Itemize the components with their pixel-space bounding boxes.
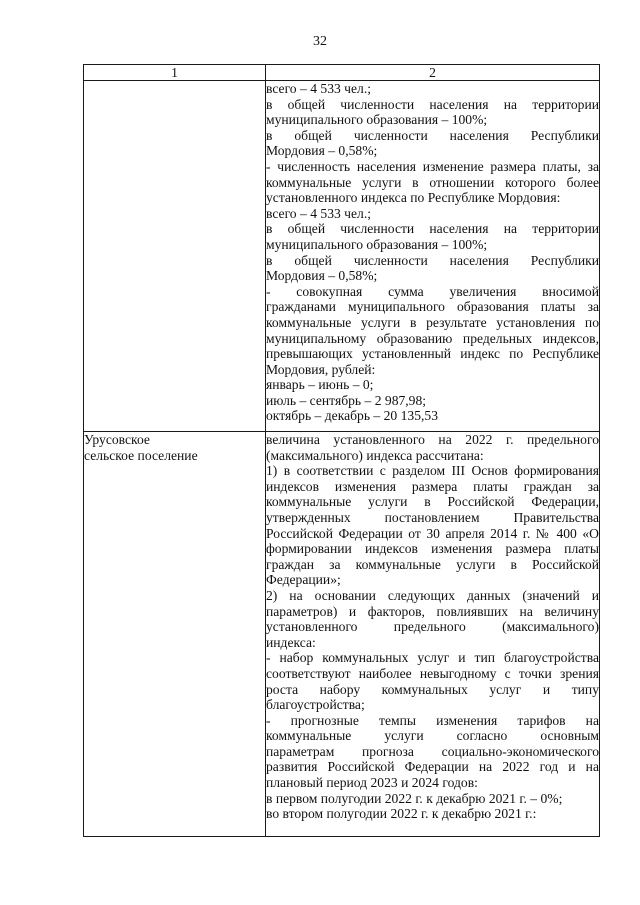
table-row — [84, 432, 600, 837]
text-line: коммунальные услуги в Российской Федерации, — [266, 494, 599, 510]
text-line: превышающих установленный индекс по Республике — [266, 346, 599, 362]
text-line: роста набору коммунальных услуг и типу — [266, 681, 599, 697]
text-line: в первом полугодии 2022 г. к декабрю 2021 г. – 0%; — [266, 790, 563, 806]
text-line: индексов изменения размера платы граждан за — [266, 478, 599, 494]
text-line: Мордовия, рублей: — [266, 361, 376, 377]
text-line: коммунальные услуги в отношении которого более — [266, 174, 599, 190]
page-number: 32 — [313, 34, 327, 49]
text-line: индекса: — [266, 634, 316, 650]
text-line: январь – июнь – 0; — [266, 377, 374, 393]
text-line: величина установленного на 2022 г. предельного — [266, 432, 599, 447]
text-line: утвержденных постановлением Правительства — [266, 509, 599, 525]
text-line: соответствуют наиболее невыгодному с точки зрения — [266, 665, 599, 681]
text-line: формировании индексов изменения размера платы — [266, 541, 599, 557]
description-cell — [266, 81, 600, 432]
column-header-1: 1 — [84, 65, 266, 81]
text-line: установленного индекса по Республике Мордовия: — [266, 190, 561, 206]
text-line: в общей численности населения Республики — [266, 252, 599, 268]
text-line: параметрам прогноза социально-экономического — [266, 743, 599, 759]
text-line: плановый период 2023 и 2024 годов: — [266, 775, 478, 791]
text-line: гражданами муниципального образования платы за — [266, 299, 599, 315]
text-line: коммунальные услуги в результате установления по — [266, 314, 599, 330]
text-line: муниципальному образованию предельных индексов, — [266, 330, 599, 346]
data-table — [83, 64, 600, 837]
text-line: Мордовия – 0,58%; — [266, 268, 378, 284]
text-line: установленного предельного (максимального) — [266, 619, 599, 635]
municipality-name-line: Урусовское — [84, 432, 150, 447]
text-line: - набор коммунальных услуг и тип благоустройства — [266, 650, 599, 666]
table-header-row — [84, 65, 600, 81]
text-line: параметров) и факторов, повлиявших на величину — [266, 603, 599, 619]
text-line: развития Российской Федерации на 2022 год и на — [266, 759, 599, 775]
text-line: во втором полугодии 2022 г. к декабрю 2021 г.: — [266, 806, 537, 822]
text-line: муниципального образования – 100%; — [266, 236, 488, 252]
text-line: коммунальные услуги согласно основным — [266, 728, 599, 744]
text-line: - численность населения изменение размера платы, за — [266, 158, 599, 174]
text-line: в общей численности населения на территории — [266, 96, 599, 112]
text-line: Российской Федерации от 30 апреля 2014 г. № 400 «О — [266, 525, 599, 541]
description-cell — [266, 432, 600, 837]
text-line: - совокупная сумма увеличения вносимой — [266, 283, 599, 299]
text-line: граждан за коммунальные услуги в Российской — [266, 556, 599, 572]
municipality-name-line: сельское поселение — [84, 447, 198, 463]
text-line: июль – сентябрь – 2 987,98; — [266, 392, 427, 408]
text-line: 1) в соответствии с разделом III Основ формирования — [266, 463, 599, 479]
text-line: - прогнозные темпы изменения тарифов на — [266, 712, 599, 728]
municipality-cell — [84, 81, 266, 432]
text-line: благоустройства; — [266, 697, 365, 713]
text-line: 2) на основании следующих данных (значений и — [266, 587, 599, 603]
text-line: всего – 4 533 чел.; — [266, 205, 372, 221]
text-line: октябрь – декабрь – 20 135,53 — [266, 408, 439, 424]
text-line: Мордовия – 0,58%; — [266, 143, 378, 159]
table-row — [84, 81, 600, 432]
text-line: (максимального) индекса рассчитана: — [266, 447, 484, 463]
text-line: в общей численности населения Республики — [266, 127, 599, 143]
municipality-cell — [84, 432, 266, 837]
column-header-2: 2 — [266, 65, 600, 81]
text-line: в общей численности населения на территории — [266, 221, 599, 237]
text-line: Федерации»; — [266, 572, 341, 588]
text-line: всего – 4 533 чел.; — [266, 81, 372, 96]
text-line: муниципального образования – 100%; — [266, 112, 488, 128]
